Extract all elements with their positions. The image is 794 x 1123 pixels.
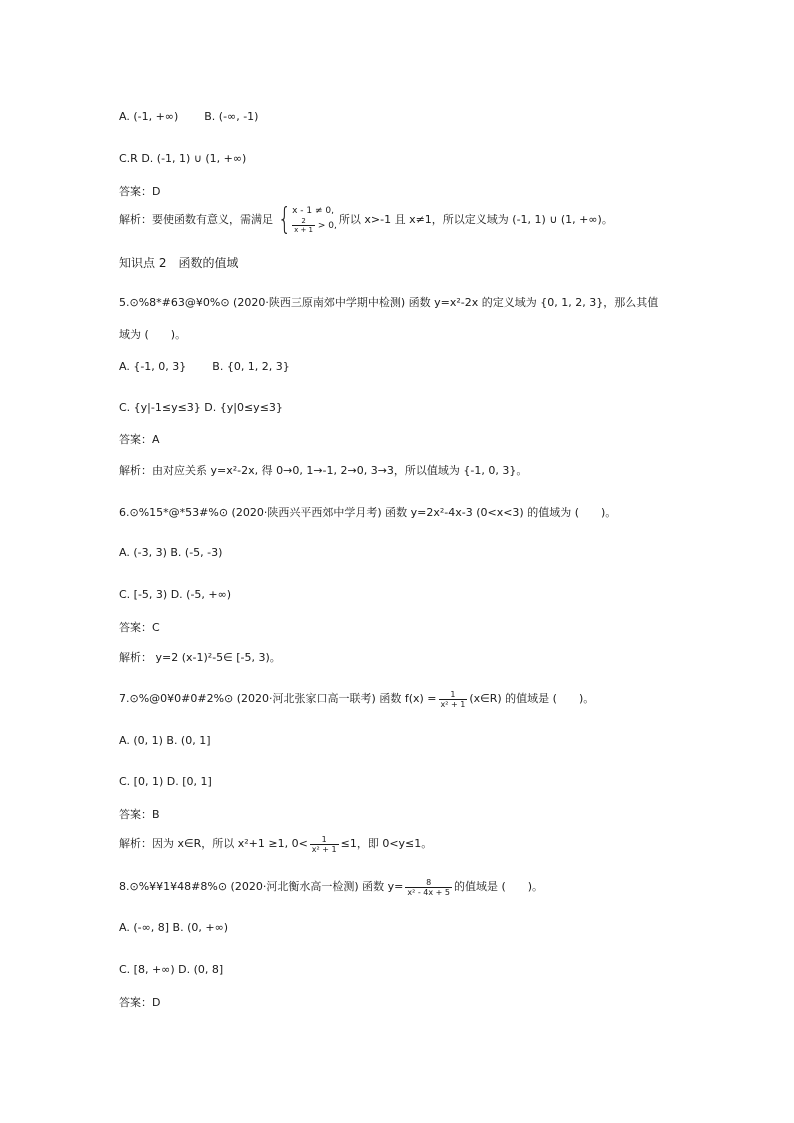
q5-answer: 答案：A xyxy=(119,433,160,446)
section-heading: 知识点 2 函数的值域 xyxy=(119,256,239,270)
q7-analysis-fraction xyxy=(310,835,339,854)
q7-analysis-frac-num: 1 xyxy=(310,835,339,845)
q6-options-ab: A. (-3, 3) B. (-5, -3) xyxy=(119,546,223,559)
q7-stem xyxy=(119,686,594,712)
q5-stem-line1: 5.⊙%8*#63@¥0%⊙ (2020·陕西三原南郊中学期中检测) 函数 y=x²-2x 的定义域为 {0, 1, 2, 3}，那么其值 xyxy=(119,296,659,309)
q7-stem-prefix: 7.⊙%@0¥0#0#2%⊙ (2020·河北张家口高一联考) 函数 f(x) = xyxy=(119,692,437,705)
q7-analysis xyxy=(119,831,432,857)
q5-analysis: 解析：由对应关系 y=x²-2x, 得 0→0, 1→-1, 2→0, 3→3，所以值域为 {-1, 0, 3}。 xyxy=(119,464,528,477)
q8-fraction xyxy=(405,878,452,897)
q4-option-b: B. (-∞, -1) xyxy=(204,110,259,123)
q8-frac-den: x² - 4x + 5 xyxy=(407,887,450,897)
q6-options-cd: C. [-5, 3) D. (-5, +∞) xyxy=(119,588,232,601)
q7-frac-den: x² + 1 xyxy=(440,699,466,709)
sys-row-2 xyxy=(292,217,337,234)
q6-analysis: 解析： y=2 (x-1)²-5∈ [-5, 3)。 xyxy=(119,651,281,664)
sys-frac-den: x + 1 xyxy=(294,226,314,234)
sys-row-2-tail: > 0, xyxy=(317,221,337,231)
q5-option-b: B. {0, 1, 2, 3} xyxy=(212,360,290,373)
q7-answer: 答案：B xyxy=(119,808,160,821)
q8-stem xyxy=(119,874,543,900)
left-brace-icon: { xyxy=(277,202,292,237)
q8-options-ab: A. (-∞, 8] B. (0, +∞) xyxy=(119,921,229,934)
q7-stem-suffix: (x∈R) 的值域是 ( )。 xyxy=(469,692,595,705)
q7-frac-num: 1 xyxy=(439,690,468,700)
q5-option-a: A. {-1, 0, 3} xyxy=(119,360,187,373)
q4-analysis-prefix: 解析：要使函数有意义，需满足 xyxy=(119,213,273,226)
q7-analysis-frac-den: x² + 1 xyxy=(311,844,337,854)
q8-stem-prefix: 8.⊙%¥¥1¥48#8%⊙ (2020·河北衡水高一检测) 函数 y= xyxy=(119,880,404,893)
q7-options-cd: C. [0, 1) D. [0, 1] xyxy=(119,775,212,788)
q4-answer: 答案：D xyxy=(119,185,161,198)
q5-options-cd: C. {y|-1≤y≤3} D. {y|0≤y≤3} xyxy=(119,401,283,414)
sys-frac-num: 2 xyxy=(292,217,315,226)
q8-answer: 答案：D xyxy=(119,996,161,1009)
inequality-system xyxy=(275,202,337,237)
q4-options-ab xyxy=(119,110,258,124)
sys-row-1: x - 1 ≠ 0, xyxy=(292,206,334,216)
q8-stem-suffix: 的值域是 ( )。 xyxy=(453,880,544,893)
q8-frac-num: 8 xyxy=(405,878,452,888)
q4-analysis-suffix: 所以 x>-1 且 x≠1，所以定义域为 (-1, 1) ∪ (1, +∞)。 xyxy=(338,213,613,226)
q5-stem-line2: 域为 ( )。 xyxy=(119,328,187,341)
q7-fraction xyxy=(439,690,468,709)
q4-analysis xyxy=(119,204,613,236)
q6-stem: 6.⊙%15*@*53#%⊙ (2020·陕西兴平西郊中学月考) 函数 y=2x²-4x-3 (0<x<3) 的值域为 ( )。 xyxy=(119,506,617,519)
q4-option-a: A. (-1, +∞) xyxy=(119,110,179,123)
q4-options-cd: C.R D. (-1, 1) ∪ (1, +∞) xyxy=(119,152,247,165)
q7-analysis-suffix: ≤1，即 0<y≤1。 xyxy=(340,837,433,850)
q8-options-cd: C. [8, +∞) D. (0, 8] xyxy=(119,963,224,976)
q7-options-ab: A. (0, 1) B. (0, 1] xyxy=(119,734,211,747)
q5-options-ab xyxy=(119,360,290,374)
q7-analysis-prefix: 解析：因为 x∈R，所以 x²+1 ≥1, 0< xyxy=(119,837,308,850)
q6-answer: 答案：C xyxy=(119,621,160,634)
